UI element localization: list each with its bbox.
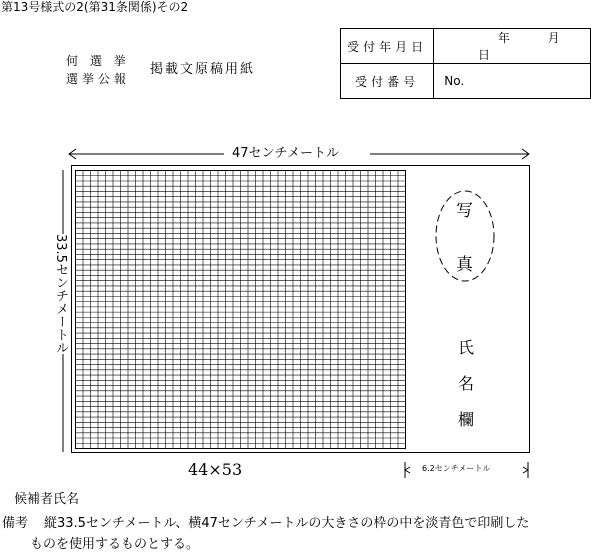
election-name-line: 何 選 挙	[66, 54, 130, 68]
name-col-char-2: 名	[458, 374, 475, 393]
form-title: 第13号様式の2(第31条関係)その2	[1, 0, 189, 14]
note-line-1: 縦33.5センチメートル、横47センチメートルの大きさの枠の中を淡青色で印刷した	[44, 516, 530, 531]
year-label: 年	[498, 31, 511, 45]
reception-table	[340, 28, 591, 99]
note-line-2: ものを使用するものとする。	[30, 537, 200, 552]
note-label: 備考	[2, 516, 29, 531]
photo-char-2: 真	[456, 255, 473, 275]
month-label: 月	[547, 31, 560, 45]
election-bulletin-line: 選挙公報	[66, 72, 131, 86]
photo-char-1: 写	[456, 201, 473, 221]
reception-number-field[interactable]	[434, 64, 591, 99]
side-width-label: 6.2センチメートル	[422, 464, 491, 473]
candidate-name-label: 候補者氏名	[14, 492, 80, 507]
width-label: 47センチメートル	[232, 146, 340, 161]
reception-date-label: 受付年月日	[341, 29, 434, 64]
reception-date-field[interactable]	[434, 29, 591, 64]
day-label: 日	[478, 48, 491, 62]
name-col-char-1: 氏	[458, 338, 475, 357]
writing-grid	[75, 170, 407, 450]
number-prefix: No.	[444, 74, 465, 88]
name-col-char-3: 欄	[458, 410, 475, 429]
height-label: 33.5センチメートル	[53, 234, 68, 354]
reception-number-label: 受付番号	[341, 64, 434, 99]
grid-size-label: 44×53	[188, 460, 243, 479]
paper-title: 掲載文原稿用紙	[150, 62, 256, 77]
